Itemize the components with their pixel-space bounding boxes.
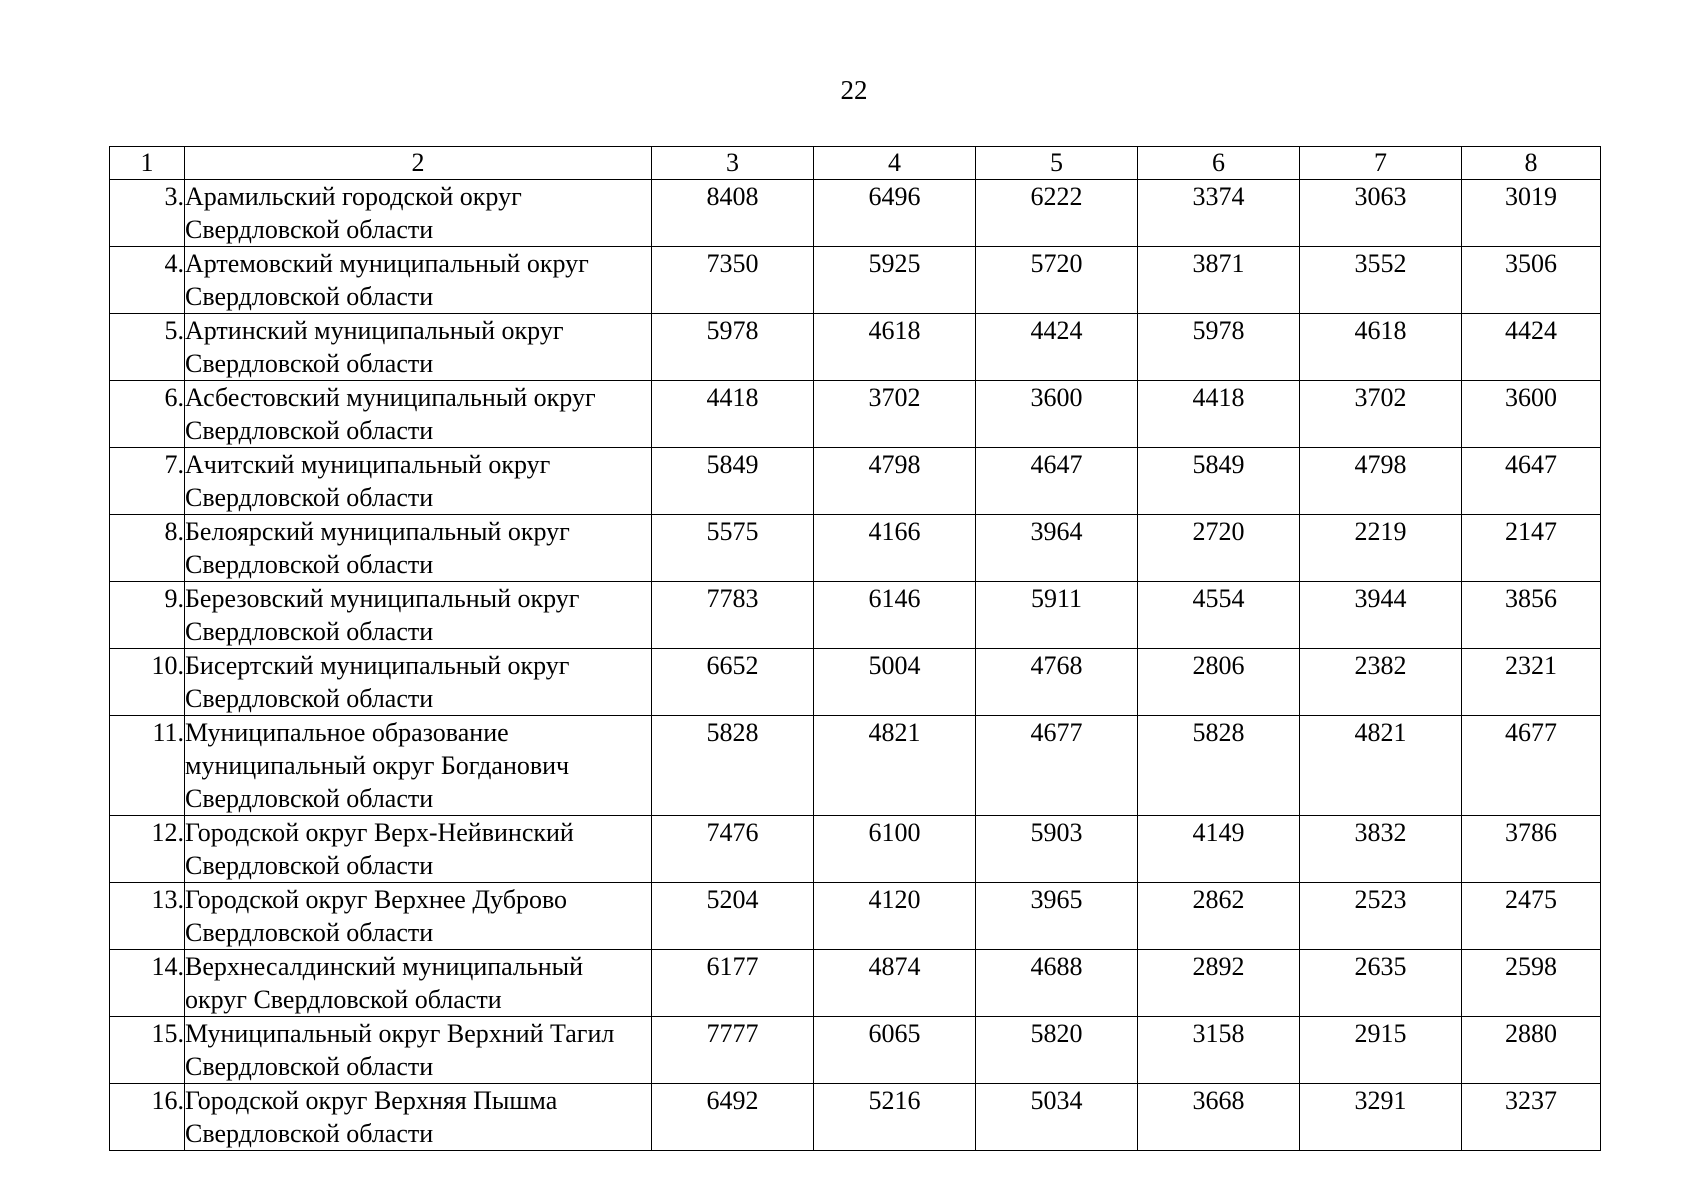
value-cell-col-8: 2598 bbox=[1462, 950, 1601, 1017]
value-cell-col-3: 6652 bbox=[652, 649, 814, 716]
value-cell-col-3: 7476 bbox=[652, 816, 814, 883]
value-cell-col-6: 4149 bbox=[1138, 816, 1300, 883]
row-number: 14. bbox=[110, 950, 185, 1017]
value-cell-col-3: 7783 bbox=[652, 582, 814, 649]
value-cell-col-6: 2862 bbox=[1138, 883, 1300, 950]
row-number: 9. bbox=[110, 582, 185, 649]
table-body bbox=[110, 180, 1601, 1151]
row-number: 16. bbox=[110, 1084, 185, 1151]
value-cell-col-3: 7350 bbox=[652, 247, 814, 314]
column-header: 5 bbox=[976, 147, 1138, 180]
value-cell-col-7: 2915 bbox=[1300, 1017, 1462, 1084]
value-cell-col-5: 4424 bbox=[976, 314, 1138, 381]
value-cell-col-4: 5216 bbox=[814, 1084, 976, 1151]
value-cell-col-5: 5911 bbox=[976, 582, 1138, 649]
column-header: 6 bbox=[1138, 147, 1300, 180]
value-cell-col-5: 3965 bbox=[976, 883, 1138, 950]
value-cell-col-3: 5828 bbox=[652, 716, 814, 816]
value-cell-col-8: 3019 bbox=[1462, 180, 1601, 247]
value-cell-col-8: 2147 bbox=[1462, 515, 1601, 582]
table-row bbox=[110, 582, 1601, 649]
value-cell-col-7: 4618 bbox=[1300, 314, 1462, 381]
value-cell-col-6: 3668 bbox=[1138, 1084, 1300, 1151]
value-cell-col-6: 2720 bbox=[1138, 515, 1300, 582]
value-cell-col-7: 2635 bbox=[1300, 950, 1462, 1017]
column-header: 3 bbox=[652, 147, 814, 180]
value-cell-col-4: 6065 bbox=[814, 1017, 976, 1084]
value-cell-col-6: 5849 bbox=[1138, 448, 1300, 515]
value-cell-col-8: 2321 bbox=[1462, 649, 1601, 716]
municipality-name: Муниципальное образование муниципальный округ Богданович Свердловской области bbox=[185, 716, 652, 816]
value-cell-col-8: 4647 bbox=[1462, 448, 1601, 515]
row-number: 7. bbox=[110, 448, 185, 515]
value-cell-col-4: 4874 bbox=[814, 950, 976, 1017]
column-header: 1 bbox=[110, 147, 185, 180]
value-cell-col-3: 5575 bbox=[652, 515, 814, 582]
row-number: 3. bbox=[110, 180, 185, 247]
value-cell-col-8: 3237 bbox=[1462, 1084, 1601, 1151]
value-cell-col-7: 3944 bbox=[1300, 582, 1462, 649]
value-cell-col-5: 3964 bbox=[976, 515, 1138, 582]
value-cell-col-5: 4768 bbox=[976, 649, 1138, 716]
header-row bbox=[110, 147, 1601, 180]
table-row bbox=[110, 1084, 1601, 1151]
value-cell-col-4: 4798 bbox=[814, 448, 976, 515]
municipality-name: Арамильский городской округ Свердловской области bbox=[185, 180, 652, 247]
value-cell-col-4: 5925 bbox=[814, 247, 976, 314]
value-cell-col-4: 3702 bbox=[814, 381, 976, 448]
column-header: 8 bbox=[1462, 147, 1601, 180]
value-cell-col-8: 2475 bbox=[1462, 883, 1601, 950]
municipality-name: Березовский муниципальный округ Свердловской области bbox=[185, 582, 652, 649]
value-cell-col-7: 3063 bbox=[1300, 180, 1462, 247]
value-cell-col-6: 3871 bbox=[1138, 247, 1300, 314]
table-row bbox=[110, 381, 1601, 448]
row-number: 11. bbox=[110, 716, 185, 816]
value-cell-col-7: 2523 bbox=[1300, 883, 1462, 950]
row-number: 5. bbox=[110, 314, 185, 381]
value-cell-col-7: 3702 bbox=[1300, 381, 1462, 448]
value-cell-col-7: 2382 bbox=[1300, 649, 1462, 716]
value-cell-col-6: 2806 bbox=[1138, 649, 1300, 716]
value-cell-col-6: 5828 bbox=[1138, 716, 1300, 816]
row-number: 13. bbox=[110, 883, 185, 950]
table-row bbox=[110, 515, 1601, 582]
municipality-name: Городской округ Верх-Нейвинский Свердловской области bbox=[185, 816, 652, 883]
value-cell-col-7: 4821 bbox=[1300, 716, 1462, 816]
value-cell-col-4: 4821 bbox=[814, 716, 976, 816]
value-cell-col-4: 6146 bbox=[814, 582, 976, 649]
value-cell-col-4: 4618 bbox=[814, 314, 976, 381]
municipality-name: Верхнесалдинский муниципальный округ Свердловской области bbox=[185, 950, 652, 1017]
value-cell-col-7: 3291 bbox=[1300, 1084, 1462, 1151]
value-cell-col-4: 6496 bbox=[814, 180, 976, 247]
value-cell-col-5: 4647 bbox=[976, 448, 1138, 515]
table-row bbox=[110, 649, 1601, 716]
value-cell-col-3: 8408 bbox=[652, 180, 814, 247]
municipality-name: Асбестовский муниципальный округ Свердловской области bbox=[185, 381, 652, 448]
row-number: 8. bbox=[110, 515, 185, 582]
value-cell-col-7: 3552 bbox=[1300, 247, 1462, 314]
value-cell-col-8: 4677 bbox=[1462, 716, 1601, 816]
value-cell-col-3: 5849 bbox=[652, 448, 814, 515]
value-cell-col-5: 5903 bbox=[976, 816, 1138, 883]
table-row bbox=[110, 314, 1601, 381]
column-header: 4 bbox=[814, 147, 976, 180]
value-cell-col-6: 4418 bbox=[1138, 381, 1300, 448]
value-cell-col-6: 5978 bbox=[1138, 314, 1300, 381]
value-cell-col-3: 5978 bbox=[652, 314, 814, 381]
value-cell-col-5: 4677 bbox=[976, 716, 1138, 816]
value-cell-col-5: 5820 bbox=[976, 1017, 1138, 1084]
value-cell-col-4: 5004 bbox=[814, 649, 976, 716]
value-cell-col-8: 3506 bbox=[1462, 247, 1601, 314]
value-cell-col-5: 5034 bbox=[976, 1084, 1138, 1151]
row-number: 10. bbox=[110, 649, 185, 716]
value-cell-col-4: 4120 bbox=[814, 883, 976, 950]
value-cell-col-8: 3600 bbox=[1462, 381, 1601, 448]
table-row bbox=[110, 180, 1601, 247]
column-header: 7 bbox=[1300, 147, 1462, 180]
page-number: 22 bbox=[840, 75, 868, 105]
value-cell-col-8: 3856 bbox=[1462, 582, 1601, 649]
table-row bbox=[110, 950, 1601, 1017]
value-cell-col-8: 3786 bbox=[1462, 816, 1601, 883]
value-cell-col-3: 5204 bbox=[652, 883, 814, 950]
value-cell-col-6: 4554 bbox=[1138, 582, 1300, 649]
value-cell-col-8: 4424 bbox=[1462, 314, 1601, 381]
row-number: 12. bbox=[110, 816, 185, 883]
value-cell-col-3: 7777 bbox=[652, 1017, 814, 1084]
municipality-name: Городской округ Верхнее Дуброво Свердловской области bbox=[185, 883, 652, 950]
table-row bbox=[110, 448, 1601, 515]
data-table bbox=[109, 146, 1601, 1151]
municipality-name: Городской округ Верхняя Пышма Свердловской области bbox=[185, 1084, 652, 1151]
value-cell-col-7: 4798 bbox=[1300, 448, 1462, 515]
value-cell-col-5: 4688 bbox=[976, 950, 1138, 1017]
value-cell-col-6: 3374 bbox=[1138, 180, 1300, 247]
table-row bbox=[110, 883, 1601, 950]
row-number: 15. bbox=[110, 1017, 185, 1084]
table-row bbox=[110, 716, 1601, 816]
column-header: 2 bbox=[185, 147, 652, 180]
value-cell-col-3: 6492 bbox=[652, 1084, 814, 1151]
municipality-name: Артинский муниципальный округ Свердловской области bbox=[185, 314, 652, 381]
table-row bbox=[110, 247, 1601, 314]
value-cell-col-5: 6222 bbox=[976, 180, 1138, 247]
municipality-name: Муниципальный округ Верхний Тагил Свердловской области bbox=[185, 1017, 652, 1084]
municipality-name: Белоярский муниципальный округ Свердловской области bbox=[185, 515, 652, 582]
value-cell-col-7: 2219 bbox=[1300, 515, 1462, 582]
value-cell-col-4: 4166 bbox=[814, 515, 976, 582]
value-cell-col-4: 6100 bbox=[814, 816, 976, 883]
value-cell-col-3: 6177 bbox=[652, 950, 814, 1017]
value-cell-col-6: 3158 bbox=[1138, 1017, 1300, 1084]
value-cell-col-6: 2892 bbox=[1138, 950, 1300, 1017]
table-row bbox=[110, 816, 1601, 883]
municipality-name: Артемовский муниципальный округ Свердловской области bbox=[185, 247, 652, 314]
row-number: 4. bbox=[110, 247, 185, 314]
value-cell-col-8: 2880 bbox=[1462, 1017, 1601, 1084]
municipality-name: Бисертский муниципальный округ Свердловской области bbox=[185, 649, 652, 716]
value-cell-col-5: 3600 bbox=[976, 381, 1138, 448]
table-row bbox=[110, 1017, 1601, 1084]
value-cell-col-7: 3832 bbox=[1300, 816, 1462, 883]
row-number: 6. bbox=[110, 381, 185, 448]
value-cell-col-3: 4418 bbox=[652, 381, 814, 448]
municipality-name: Ачитский муниципальный округ Свердловской области bbox=[185, 448, 652, 515]
value-cell-col-5: 5720 bbox=[976, 247, 1138, 314]
